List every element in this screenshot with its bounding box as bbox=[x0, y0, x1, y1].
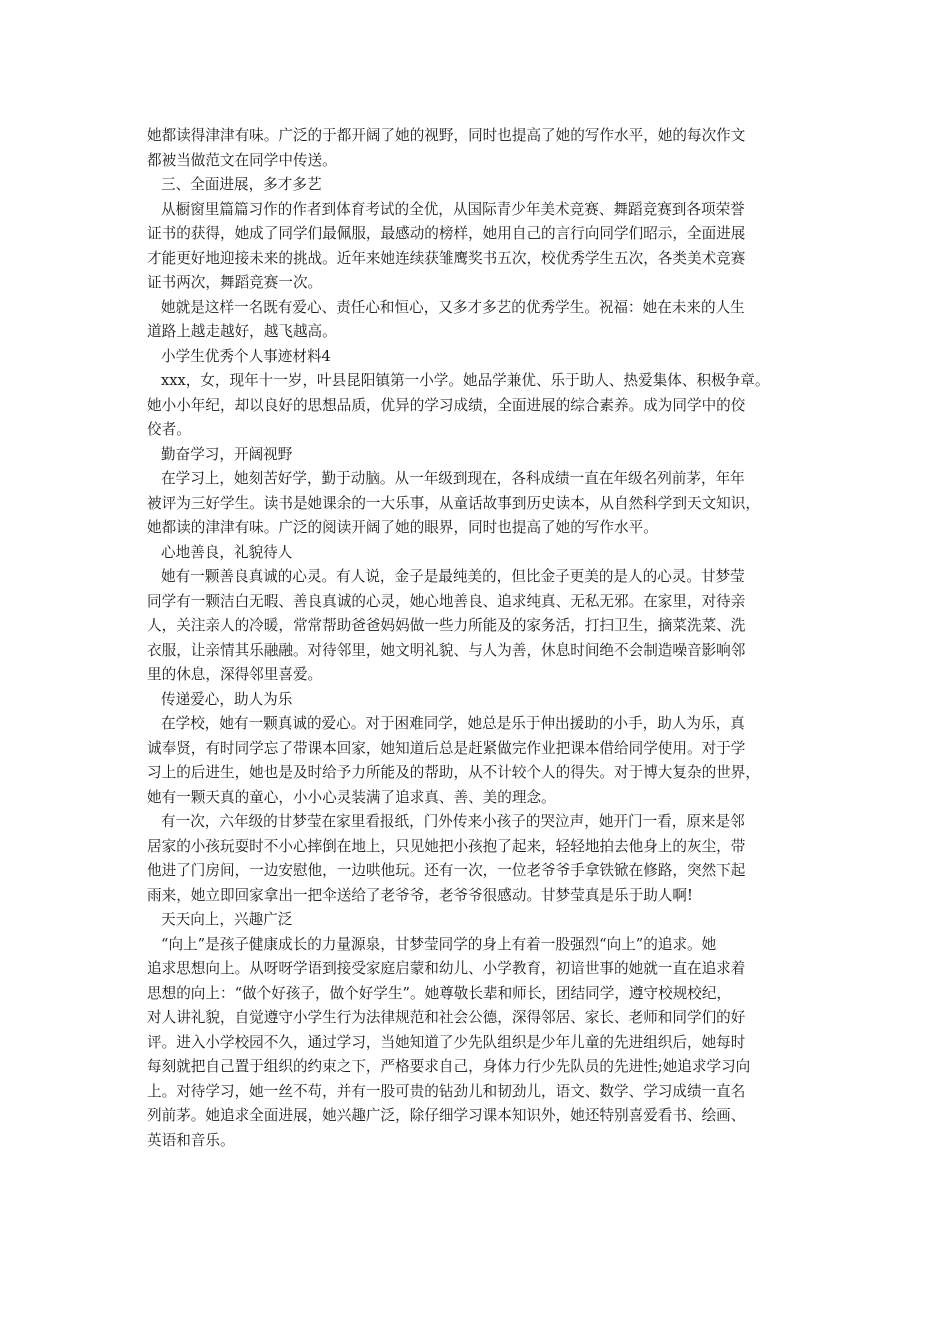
text-line: 道路上越走越好，越飞越高。 bbox=[147, 323, 337, 340]
text-line: 传递爱心，助人为乐 bbox=[161, 690, 293, 708]
text-line: 心地善良，礼貌待人 bbox=[161, 543, 293, 561]
text-line: 都被当做范文在同学中传送。 bbox=[147, 151, 337, 169]
text-line: 上。对待学习，她一丝不苟，并有一股可贵的钻劲儿和韧劲儿，语文、数学、学习成绩一直名 bbox=[147, 1082, 746, 1100]
text-line: 同学有一颗洁白无暇、善良真诚的心灵，她心地善良、追求纯真、无私无邪。在家里，对待亲 bbox=[147, 592, 746, 610]
text-line: 证书两次，舞蹈竞赛一次。 bbox=[147, 274, 323, 291]
text-line: 证书的获得，她成了同学们最佩服，最感动的榜样，她用自己的言行向同学们昭示，全面进展 bbox=[147, 225, 746, 242]
text-line: 在学习上，她刻苦好学，勤于动脑。从一年级到现在，各科成绩一直在年级名列前茅，年年 bbox=[161, 470, 745, 487]
text-line: 诚奉贤，有时同学忘了带课本回家，她知道后总是赶紧做完作业把课本借给同学使用。对于学 bbox=[147, 739, 746, 757]
text-line: 里的休息，深得邻里喜爱。 bbox=[147, 666, 323, 683]
text-line: 在学校，她有一颗真诚的爱心。对于困难同学，她总是乐于伸出援助的小手，助人为乐，真 bbox=[161, 715, 745, 732]
text-line: 列前茅。她追求全面进展，她兴趣广泛，除仔细学习课本知识外，她还特别喜爱看书、绘画、 bbox=[147, 1107, 746, 1124]
text-line: 三、全面进展，多才多艺 bbox=[161, 176, 322, 193]
text-line: 雨来，她立即回家拿出一把伞送给了老爷爷，老爷爷很感动。甘梦莹真是乐于助人啊! bbox=[147, 886, 693, 904]
text-line: 英语和音乐。 bbox=[147, 1131, 235, 1149]
text-line: 每刻就把自己置于组织的约束之下，严格要求自己，身体力行少先队员的先进性;她追求学习向 bbox=[147, 1058, 751, 1075]
text-line: 评。进入小学校园不久，通过学习，当她知道了少先队组织是少年儿童的先进组织后，她每时 bbox=[147, 1033, 746, 1051]
text-line: 他进了门房间，一边安慰他，一边哄他玩。还有一次，一位老爷爷手拿铁锨在修路，突然下起 bbox=[147, 862, 746, 879]
text-line: 她都读的津津有味。广泛的阅读开阔了她的眼界，同时也提高了她的写作水平。 bbox=[147, 519, 658, 536]
text-line: 小学生优秀个人事迹材料4 bbox=[161, 347, 331, 365]
text-line: 天天向上，兴趣广泛 bbox=[161, 911, 293, 928]
text-line: 佼者。 bbox=[147, 421, 191, 438]
text-line: xxx，女，现年十一岁，叶县昆阳镇第一小学。她品学兼优、乐于助人、热爱集体、积极争章。 bbox=[161, 372, 770, 389]
text-line: 衣服，让亲情其乐融融。对待邻里，她文明礼貌、与人为善，休息时间绝不会制造噪音影响邻 bbox=[147, 641, 746, 659]
document-body bbox=[147, 124, 819, 1153]
text-line: 居家的小孩玩耍时不小心摔倒在地上，只见她把小孩抱了起来，轻轻地拍去他身上的灰尘，带 bbox=[147, 837, 746, 855]
text-line: 有一次，六年级的甘梦莹在家里看报纸，门外传来小孩子的哭泣声，她开门一看，原来是邻 bbox=[161, 813, 745, 830]
text-line: 对人讲礼貌，自觉遵守小学生行为法律规范和社会公德，深得邻居、家长、老师和同学们的好 bbox=[147, 1009, 746, 1026]
text-line: 她就是这样一名既有爱心、责任心和恒心，又多才多艺的优秀学生。祝福：她在未来的人生 bbox=[161, 298, 745, 316]
text-line: 习上的后进生，她也是及时给予力所能及的帮助，从不计较个人的得失。对于博大复杂的世界， bbox=[147, 764, 760, 781]
text-line: 她有一颗天真的童心，小小心灵装满了追求真、善、美的理念。 bbox=[147, 788, 556, 806]
text-line: 思想的向上：“做个好孩子，做个好学生”。她尊敬长辈和师长，团结同学，遵守校规校纪， bbox=[147, 984, 732, 1002]
text-line: 追求思想向上。从呀呀学语到接受家庭启蒙和幼儿、小学教育，初谙世事的她就一直在追求着 bbox=[147, 960, 746, 977]
text-line: 从橱窗里篇篇习作的作者到体育考试的全优，从国际青少年美术竞赛、舞蹈竞赛到各项荣誉 bbox=[161, 200, 745, 218]
text-line: 人，关注亲人的冷暖，常常帮助爸爸妈妈做一些力所能及的家务活，打扫卫生，摘菜洗菜、洗 bbox=[147, 617, 746, 634]
text-line: 勤奋学习，开阔视野 bbox=[161, 445, 293, 463]
text-line: 她小小年纪，却以良好的思想品质，优异的学习成绩，全面进展的综合素养。成为同学中的佼 bbox=[147, 396, 746, 414]
text-line: 被评为三好学生。读书是她课余的一大乐事，从童话故事到历史读本，从自然科学到天文知识， bbox=[147, 494, 760, 512]
text-line: 她有一颗善良真诚的心灵。有人说，金子是最纯美的，但比金子更美的是人的心灵。甘梦莹 bbox=[161, 568, 745, 585]
text-line: 才能更好地迎接未来的挑战。近年来她连续获雏鹰奖书五次，校优秀学生五次，各类美术竞赛 bbox=[147, 249, 746, 267]
text-line: 她都读得津津有味。广泛的于都开阔了她的视野，同时也提高了她的写作水平，她的每次作文 bbox=[147, 127, 746, 144]
text-line: “向上”是孩子健康成长的力量源泉，甘梦莹同学的身上有着一股强烈“向上”的追求。她 bbox=[161, 935, 717, 953]
